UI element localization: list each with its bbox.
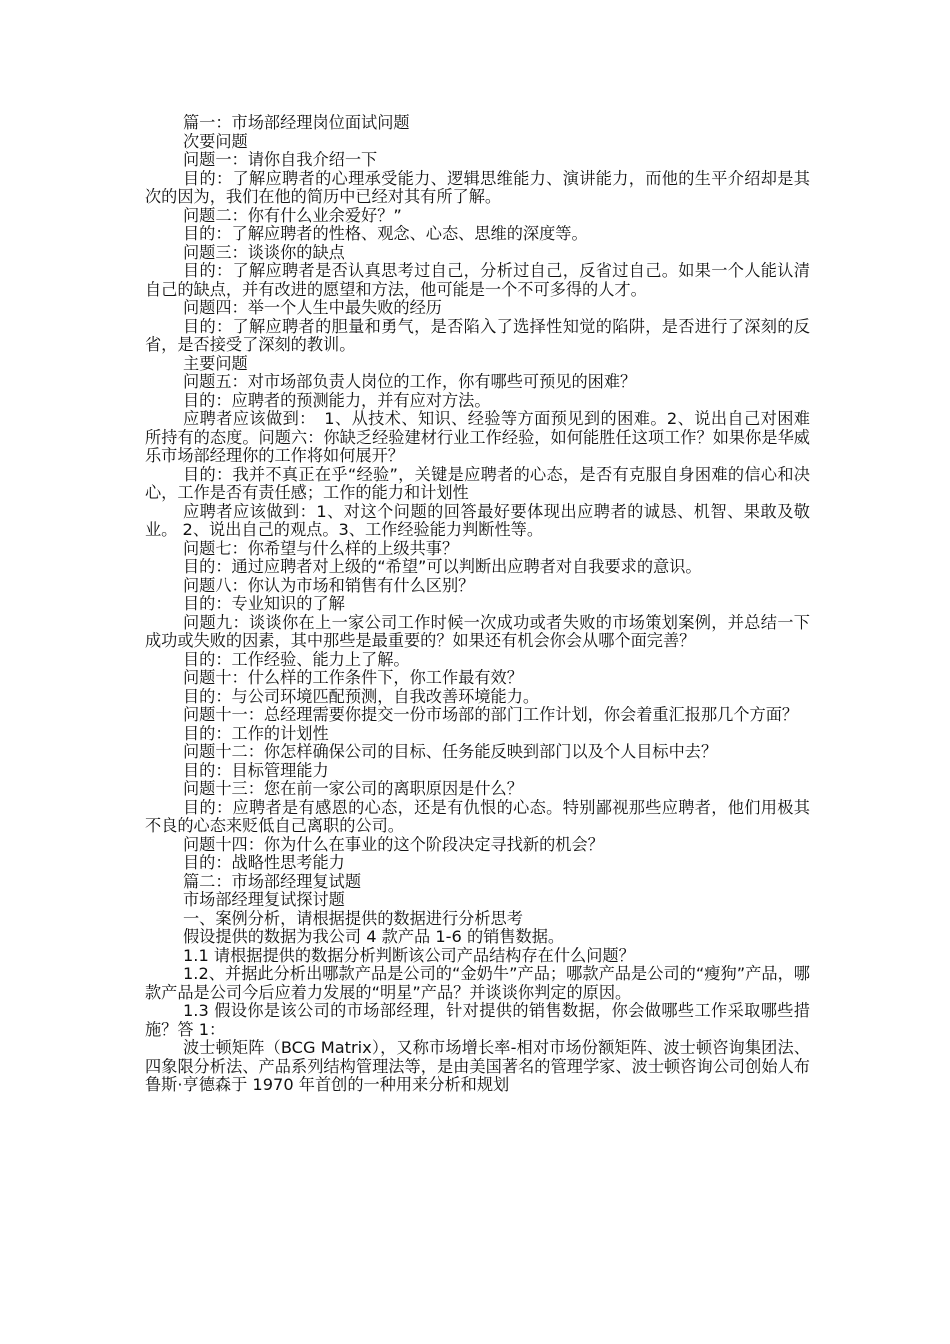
question-11: 问题十一：总经理需要你提交一份市场部的部门工作计划，你会着重汇报那几个方面？ bbox=[183, 705, 799, 724]
purpose-3: 目的：了解应聘者是否认真思考过自己，分析过自己，反省过自己。如果一个人能认清自己的缺点，并有改进的愿望和方法，他可能是一个不可多得的人才。 bbox=[145, 261, 810, 299]
case-question-1-1: 1.1 请根据提供的数据分析判断该公司产品结构存在什么问题？ bbox=[183, 945, 635, 965]
purpose-7: 目的：通过应聘者对上级的“希望”可以判断出应聘者对自我要求的意识。 bbox=[183, 557, 702, 576]
purpose-12: 目的：目标管理能力 bbox=[183, 760, 329, 780]
question-7: 问题七：你希望与什么样的上级共事？ bbox=[183, 538, 459, 558]
question-4: 问题四：举一个人生中最失败的经历 bbox=[183, 298, 442, 317]
case-assumption: 假设提供的数据为我公司 4 款产品 1-6 的销售数据。 bbox=[183, 927, 565, 946]
purpose-8: 目的：专业知识的了解 bbox=[183, 594, 345, 613]
purpose-9: 目的：工作经验、能力上了解。 bbox=[183, 649, 410, 669]
question-2: 问题二：你有什么业余爱好？” bbox=[183, 205, 402, 225]
question-12: 问题十二：你怎样确保公司的目标、任务能反映到部门以及个人目标中去？ bbox=[183, 742, 718, 761]
section-heading: 主要问题 bbox=[183, 353, 248, 373]
purpose-2: 目的：了解应聘者的性格、观念、心态、思维的深度等。 bbox=[183, 224, 588, 243]
purpose-1: 目的：了解应聘者的心理承受能力、逻辑思维能力、演讲能力，而他的生平介绍却是其次的因为，我们在他的简历中已经对其有所了解。 bbox=[145, 168, 810, 206]
question-13: 问题十三：您在前一家公司的离职原因是什么？ bbox=[183, 779, 523, 798]
case-question-1-2: 1.2、并据此分析出哪款产品是公司的“金奶牛”产品；哪款产品是公司的“瘦狗”产品，哪款产品是公司今后应着力发展的“明星”产品？并谈谈你判定的原因。 bbox=[145, 964, 810, 1002]
purpose-10: 目的：与公司环境匹配预测，自我改善环境能力。 bbox=[183, 686, 540, 706]
question-1: 问题一：请你自我介绍一下 bbox=[183, 150, 378, 169]
document-body bbox=[145, 114, 810, 1095]
purpose-6: 目的：我并不真正在乎“经验”，关键是应聘者的心态，是否有克服自身困难的信心和决心，工作是否有责任感；工作的能力和计划性 bbox=[145, 464, 810, 502]
heading-part-one: 篇一：市场部经理岗位面试问题 bbox=[183, 113, 410, 132]
question-9: 问题九：谈谈你在上一家公司工作时候一次成功或者失败的市场策划案例，并总结一下成功或失败的因素，其中那些是最重要的？如果还有机会你会从哪个面完善？ bbox=[145, 612, 810, 650]
case-question-1-3: 1.3 假设你是该公司的市场部经理，针对提供的销售数据，你会做哪些工作采取哪些措施？答 1： bbox=[145, 1001, 810, 1039]
purpose-13: 目的：应聘者是有感恩的心态，还是有仇恨的心态。特别鄙视那些应聘者，他们用极其不良的心态来贬低自己离职的公司。 bbox=[145, 797, 810, 835]
question-14: 问题十四：你为什么在事业的这个阶段决定寻找新的机会？ bbox=[183, 834, 604, 854]
question-3: 问题三：谈谈你的缺点 bbox=[183, 242, 345, 262]
section-heading: 次要问题 bbox=[183, 131, 248, 151]
answer-paragraph: 波士顿矩阵（BCG Matrix），又称市场增长率-相对市场份额矩阵、波士顿咨询集团法、四象限分析法、产品系列结构管理法等，是由美国著名的管理学家、波士顿咨询公司创始人布鲁斯·亨德森于 1970 年首创的一种用来分析和规划 bbox=[145, 1038, 810, 1094]
purpose-5: 目的：应聘者的预测能力，并有应对方法。 bbox=[183, 390, 491, 410]
heading-part-two: 篇二：市场部经理复试题 bbox=[183, 871, 362, 891]
purpose-11: 目的：工作的计划性 bbox=[183, 723, 329, 743]
subheading: 市场部经理复试探讨题 bbox=[183, 890, 345, 909]
question-10: 问题十：什么样的工作条件下，你工作最有效？ bbox=[183, 668, 523, 687]
requirements-5: 应聘者应该做到： 1、从技术、知识、经验等方面预见到的困难。2、说出自己对困难所持有的态度。问题六：你缺乏经验建材行业工作经验，如何能胜任这项工作？如果你是华威乐市场部经理你的工作将如何展开？ bbox=[145, 409, 810, 465]
purpose-14: 目的：战略性思考能力 bbox=[183, 853, 345, 872]
case-analysis-heading: 一、案例分析，请根据提供的数据进行分析思考 bbox=[183, 908, 523, 928]
requirements-6: 应聘者应该做到：1、对这个问题的回答最好要体现出应聘者的诚恳、机智、果敢及敬业。 2、说出自己的观点。3、工作经验能力判断性等。 bbox=[145, 501, 810, 539]
purpose-4: 目的：了解应聘者的胆量和勇气，是否陷入了选择性知觉的陷阱，是否进行了深刻的反省，是否接受了深刻的教训。 bbox=[145, 316, 810, 354]
question-8: 问题八：你认为市场和销售有什么区别？ bbox=[183, 575, 475, 595]
question-5: 问题五：对市场部负责人岗位的工作，你有哪些可预见的困难？ bbox=[183, 372, 637, 391]
